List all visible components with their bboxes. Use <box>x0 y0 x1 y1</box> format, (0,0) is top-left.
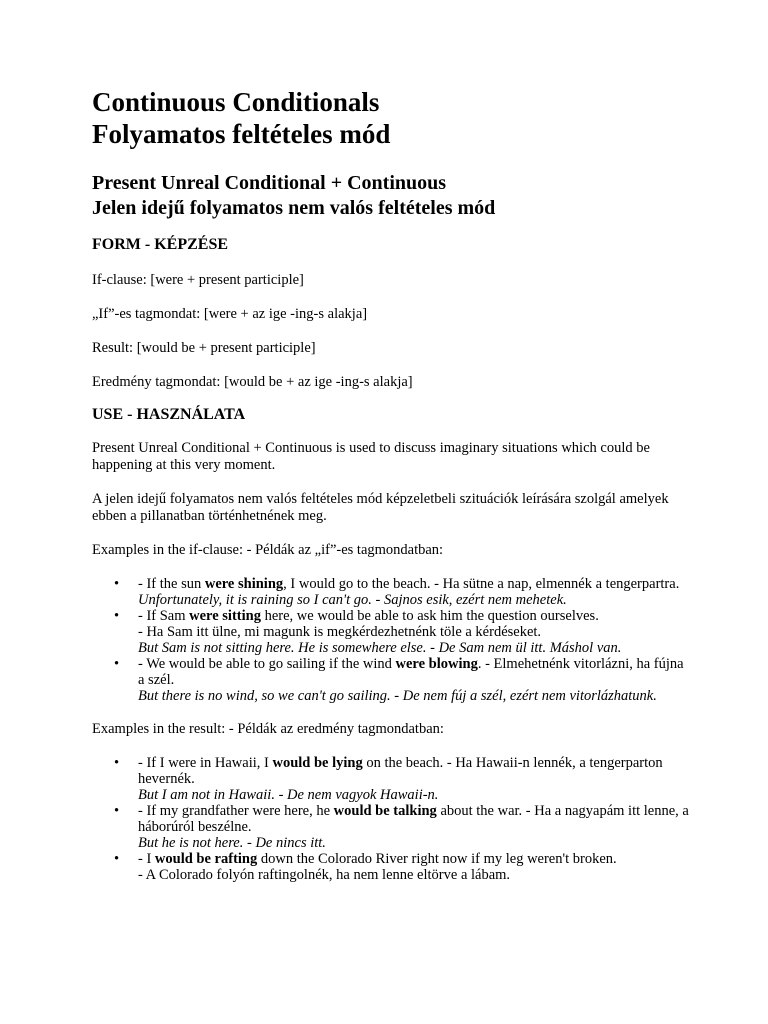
title-hungarian: Folyamatos feltételes mód <box>92 119 391 149</box>
title-english: Continuous Conditionals <box>92 87 380 117</box>
subtitle-english: Present Unreal Conditional + Continuous <box>92 172 447 194</box>
form-line-if-clause: If-clause: [were + present participle] <box>92 272 304 288</box>
section-subtitle <box>92 171 692 221</box>
examples-result-heading: Examples in the result: - Példák az eredmény tagmondatban: <box>92 721 444 737</box>
use-heading: USE - HASZNÁLATA <box>92 406 246 423</box>
bullet-icon: • <box>114 656 120 672</box>
form-line-result: Result: [would be + present participle] <box>92 340 316 356</box>
example-hungarian: - Ha Sam itt ülne, mi magunk is megkérdezhetnénk töle a kérdéseket. <box>138 624 542 640</box>
page-title <box>92 86 692 150</box>
list-item <box>92 851 692 883</box>
list-item <box>92 608 692 656</box>
list-item <box>92 656 692 704</box>
list-item <box>92 755 692 803</box>
example-sentence: - We would be able to go sailing if the wind were blowing. - Elmehetnénk vitorlázni, ha fújna a szél. <box>138 656 684 688</box>
use-paragraph-english: Present Unreal Conditional + Continuous is used to discuss imaginary situations which could be happening at this very moment. <box>92 440 650 473</box>
example-sentence: - I would be rafting down the Colorado River right now if my leg weren't broken. <box>138 851 617 867</box>
bullet-icon: • <box>114 608 120 624</box>
list-item <box>92 803 692 851</box>
example-translation: But he is not here. - De nincs itt. <box>138 835 326 851</box>
example-translation: But I am not in Hawaii. - De nem vagyok Hawaii-n. <box>138 787 439 803</box>
example-sentence: - If my grandfather were here, he would be talking about the war. - Ha a nagyapám itt lenne, a háborúról beszélne. <box>138 803 689 835</box>
example-sentence: - If I were in Hawaii, I would be lying on the beach. - Ha Hawaii-n lennék, a tengerparton hevernék. <box>138 755 663 787</box>
bullet-icon: • <box>114 576 120 592</box>
form-line-result-hu: Eredmény tagmondat: [would be + az ige -ing-s alakja] <box>92 374 413 390</box>
example-translation: But there is no wind, so we can't go sailing. - De nem fúj a szél, ezért nem vitorlázhatunk. <box>138 688 657 704</box>
example-hungarian: - A Colorado folyón raftingolnék, ha nem lenne eltörve a lábam. <box>138 867 511 883</box>
bullet-icon: • <box>114 755 120 771</box>
example-sentence: - If Sam were sitting here, we would be able to ask him the question ourselves. <box>138 608 599 624</box>
document-page <box>92 86 692 883</box>
bullet-icon: • <box>114 851 120 867</box>
form-line-if-clause-hu: „If”-es tagmondat: [were + az ige -ing-s alakja] <box>92 306 368 322</box>
example-translation: But Sam is not sitting here. He is somewhere else. - De Sam nem ül itt. Máshol van. <box>138 640 622 656</box>
list-item <box>92 576 692 608</box>
subtitle-hungarian: Jelen idejű folyamatos nem valós feltételes mód <box>92 197 496 219</box>
example-sentence: - If the sun were shining, I would go to the beach. - Ha sütne a nap, elmennék a tengerpartra. <box>138 576 680 592</box>
examples-result-list <box>92 755 692 883</box>
bullet-icon: • <box>114 803 120 819</box>
examples-if-list <box>92 576 692 704</box>
form-heading: FORM - KÉPZÉSE <box>92 236 229 253</box>
examples-if-heading: Examples in the if-clause: - Példák az „if”-es tagmondatban: <box>92 542 444 558</box>
use-paragraph-hungarian: A jelen idejű folyamatos nem valós feltételes mód képzeletbeli szituációk leírására szolgál amelyek ebben a pillanatban történhetnének meg. <box>92 491 669 524</box>
example-translation: Unfortunately, it is raining so I can't go. - Sajnos esik, ezért nem mehetek. <box>138 592 567 608</box>
